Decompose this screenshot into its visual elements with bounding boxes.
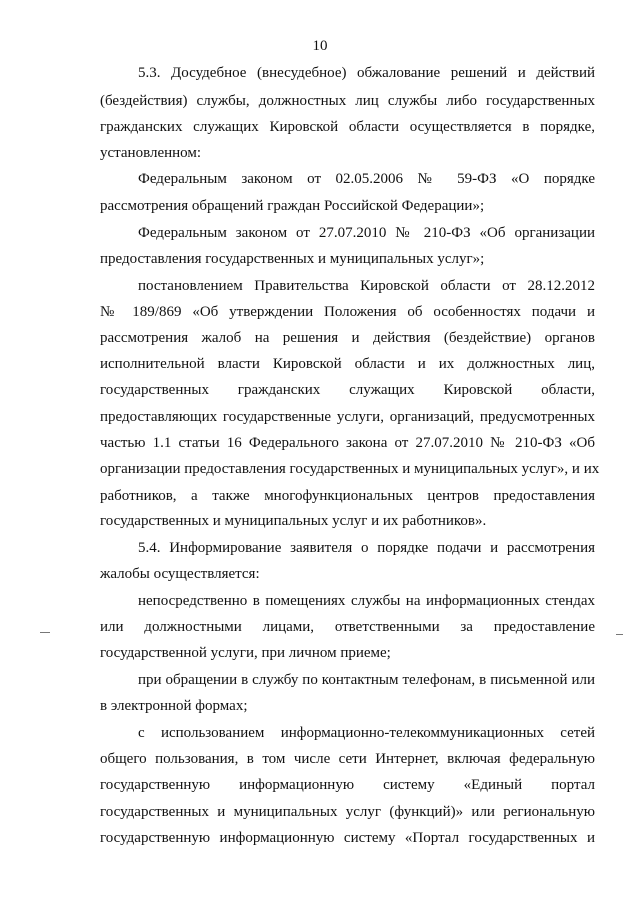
text-line: Федеральным законом от 02.05.2006 № 59-ФЗ «О порядке [138,171,595,187]
text-line: исполнительной власти Кировской области и их должностных лиц, [100,356,595,372]
page-number: 10 [312,38,328,54]
scan-mark-right [616,634,623,635]
text-line: с использованием информационно-телекоммуникационных сетей [138,725,595,741]
text-line: рассмотрения жалоб на решения и действия (бездействие) органов [100,330,595,346]
text-line: частью 1.1 статьи 16 Федерального закона от 27.07.2010 № 210-ФЗ «Об [100,435,595,451]
text-line: работников, а также многофункциональных центров предоставления [100,488,595,504]
text-line: организации предоставления государственных и муниципальных услуг», и их [100,461,600,477]
text-line: общего пользования, в том числе сети Интернет, включая федеральную [100,751,595,767]
text-line: государственных гражданских служащих Кировской области, [100,382,595,398]
text-line: жалобы осуществляется: [100,566,260,582]
text-line: предоставления государственных и муниципальных услуг»; [100,251,485,267]
text-line: 5.3. Досудебное (внесудебное) обжалование решений и действий [138,65,595,81]
text-line: постановлением Правительства Кировской области от 28.12.2012 [138,278,595,294]
text-line: 5.4. Информирование заявителя о порядке подачи и рассмотрения [138,540,595,556]
text-line: государственных и муниципальных услуг и их работников». [100,513,487,529]
text-line: при обращении в службу по контактным телефонам, в письменной или [138,672,595,688]
text-line: установленном: [100,145,202,161]
text-line: (бездействия) службы, должностных лиц службы либо государственных [100,93,595,109]
text-line: гражданских служащих Кировской области осуществляется в порядке, [100,119,595,135]
text-line: Федеральным законом от 27.07.2010 № 210-ФЗ «Об организации [138,225,595,241]
scan-mark-left [40,632,50,633]
text-line: в электронной формах; [100,698,248,714]
text-line: или должностными лицами, ответственными за предоставление [100,619,595,635]
text-line: государственной услуги, при личном приеме; [100,645,391,661]
text-line: предоставляющих государственные услуги, организаций, предусмотренных [100,409,595,425]
text-line: государственную информационную систему «Портал государственных и [100,830,595,846]
text-line: рассмотрения обращений граждан Российской Федерации»; [100,198,485,214]
text-line: № 189/869 «Об утверждении Положения об особенностях подачи и [100,304,595,320]
text-line: государственную информационную систему «Единый портал [100,777,595,793]
text-line: государственных и муниципальных услуг (функций)» или региональную [100,804,595,820]
text-line: непосредственно в помещениях службы на информационных стендах [138,593,595,609]
